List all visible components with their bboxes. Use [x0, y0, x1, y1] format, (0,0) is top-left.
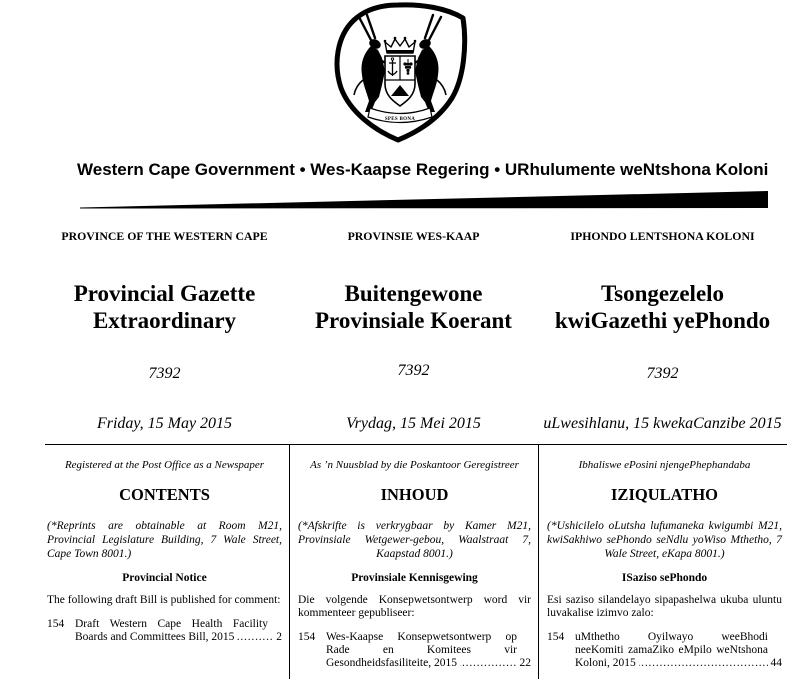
notice-intro: Esi saziso silandelayo sipapashelwa ukuba uluntu luvakalise izimvo zalo:	[547, 594, 782, 619]
reprints-note: (*Reprints are obtainable at Room M21, Provincial Legislature Building, 7 Wale Street, Cape Town 8001.)	[47, 520, 282, 560]
contents-heading: INHOUD	[380, 485, 449, 504]
registration-note: As ’n Nuusblad by die Poskantoor Geregistreer	[310, 459, 519, 471]
item-page-number: 44	[768, 657, 783, 670]
masthead-english	[40, 228, 289, 435]
gazette-number: 7392	[646, 365, 679, 382]
item-body	[326, 631, 531, 670]
item-body	[75, 618, 282, 644]
contents-heading: CONTENTS	[119, 485, 210, 504]
contents-xhosa	[538, 445, 787, 670]
notice-intro: The following draft Bill is published for comment:	[47, 594, 281, 606]
item-title: uMthetho Oyilwayo weeBhodi neeKomiti zamaZiko eMpilo weNtshona Koloni, 2015	[575, 631, 768, 669]
gazette-title-line: Buitengewone	[344, 281, 483, 306]
notice-heading: ISaziso sePhondo	[621, 572, 708, 584]
government-banner: Western Cape Government • Wes-Kaapse Regering • URhulumente weNtshona Koloni	[77, 160, 769, 179]
reprints-note: (*Afskrifte is verkrygbaar by Kamer M21, Provinsiale Wetgewer-gebou, Waalstraat 7, Kaapstad 8001.)	[298, 520, 531, 560]
contents-heading: IZIQULATHO	[611, 485, 718, 504]
masthead-afrikaans	[289, 228, 538, 435]
item-number: 154	[298, 631, 316, 643]
issue-date: Friday, 15 May 2015	[96, 415, 233, 432]
issue-date: Vrydag, 15 Mei 2015	[346, 415, 481, 432]
item-page-number: 2	[273, 631, 282, 644]
contents-english	[40, 445, 289, 670]
gazette-title-line: Extraordinary	[92, 308, 237, 333]
province-name: PROVINSIE WES-KAAP	[347, 229, 480, 243]
gazette-number: 7392	[397, 362, 430, 379]
issue-date: uLwesihlanu, 15 kwekaCanzibe 2015	[543, 415, 782, 432]
gazette-title	[40, 280, 289, 334]
notice-heading: Provincial Notice	[122, 572, 207, 584]
contents-item	[298, 631, 531, 670]
item-number: 154	[547, 631, 565, 643]
masthead-xhosa	[538, 228, 787, 435]
gazette-title-line: Provinsiale Koerant	[315, 308, 512, 333]
contents-afrikaans	[289, 445, 538, 670]
gazette-title-line: Tsongezelelo	[600, 281, 725, 306]
item-body	[575, 631, 782, 670]
reprints-note: (*Ushicilelo oLutsha lufumaneka kwigumbi M21, kwiSakhiwo sePhondo seNdlu yoWiso Mthetho, 7 Wale Street, eKapa 8001.)	[547, 520, 782, 560]
province-name: PROVINCE OF THE WESTERN CAPE	[61, 229, 268, 243]
gazette-title	[538, 280, 787, 334]
gazette-title-line: Provincial Gazette	[73, 281, 256, 306]
gazette-title	[289, 280, 538, 334]
province-name: IPHONDO LENTSHONA KOLONI	[570, 229, 755, 243]
registration-note: Registered at the Post Office as a Newspaper	[64, 459, 265, 471]
item-page-number: 22	[517, 657, 532, 670]
gazette-title-line: kwiGazethi yePhondo	[554, 308, 771, 333]
masthead-row	[40, 228, 787, 435]
contents-item	[547, 631, 782, 670]
notice-intro: Die volgende Konsepwetsontwerp word vir kommenteer gepubliseer:	[298, 594, 531, 619]
contents-item	[47, 618, 282, 644]
coat-of-arms-icon	[330, 0, 480, 145]
motto-text: SPES BONA	[384, 117, 416, 122]
banner-rule	[0, 185, 812, 215]
notice-heading: Provinsiale Kennisgewing	[351, 572, 478, 584]
item-number: 154	[47, 618, 65, 630]
contents-row	[40, 445, 787, 670]
item-title: Draft Western Cape Health Facility Boards and Committees Bill, 2015	[75, 618, 268, 643]
gazette-number: 7392	[148, 365, 181, 382]
item-title: Wes-Kaapse Konsepwetsontwerp op Rade en Komitees vir Gesondheidsfasiliteite, 2015	[326, 631, 517, 669]
registration-note: Ibhaliswe ePosini njengePhephandaba	[578, 459, 751, 471]
